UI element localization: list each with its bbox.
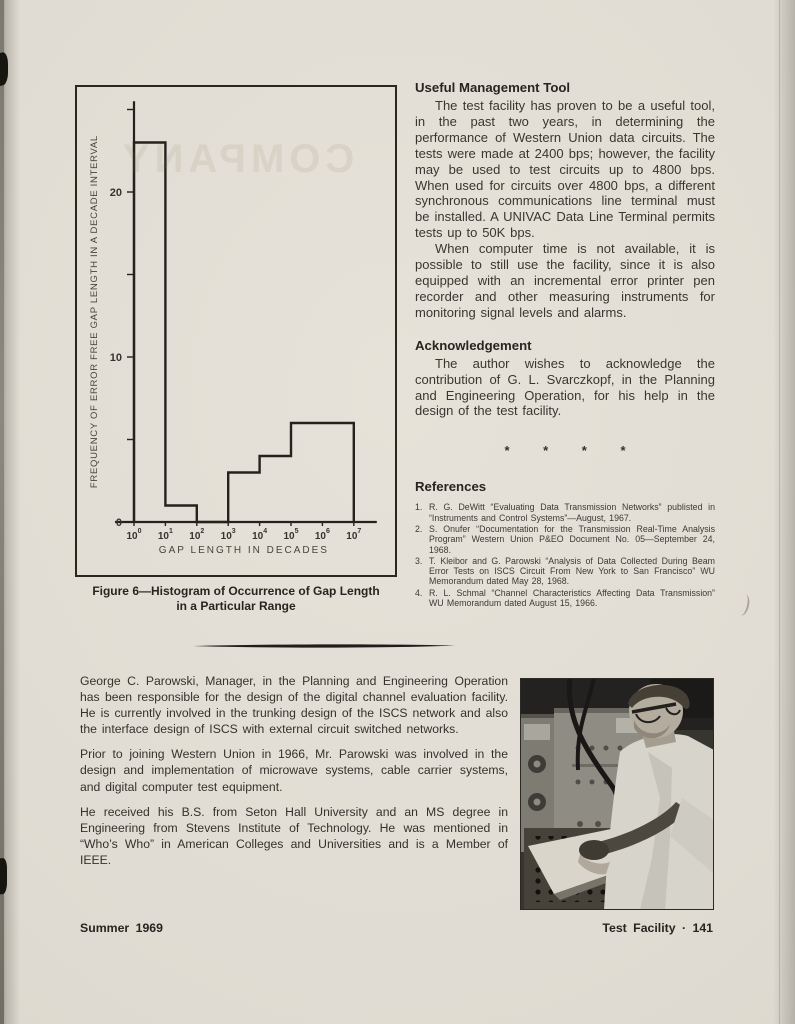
svg-text:0: 0 <box>115 517 122 529</box>
reference-item <box>415 556 715 587</box>
article-paragraph: When computer time is not available, it is possible to still use the facility, since it is also equipped with an incremental error printer pen recorder and other measuring instruments for monitoring signal levels and alarms. <box>415 241 715 320</box>
svg-text:GAP LENGTH IN DECADES: GAP LENGTH IN DECADES <box>158 545 329 556</box>
reference-text: T. Kleibor and G. Parowski “Analysis of Data Collected During Beam Error Tests on ISCS Circuit From New York to San Francisco” WU Memorandum dated May 28, 1968. <box>429 555 715 587</box>
figure-caption <box>75 584 397 613</box>
reference-number: 3. <box>415 555 423 566</box>
asterisk-separator: * * * * <box>504 443 626 459</box>
bio-paragraph: He received his B.S. from Seton Hall University and an MS degree in Engineering from Stevens Institute of Technology. He was mentioned in “Who’s Who” in American Colleges and Universities and is a Member of IEEE. <box>80 804 508 867</box>
reference-item <box>415 502 715 523</box>
reference-number: 2. <box>415 523 423 534</box>
bio-paragraph: Prior to joining Western Union in 1966, Mr. Parowski was involved in the design and implementation of microwave systems, cable carrier systems, and digital computer test equipment. <box>80 747 508 794</box>
svg-text:101: $10^1$ <box>157 528 173 542</box>
scan-artifact-mark <box>0 858 7 895</box>
scan-speck <box>735 593 752 617</box>
swelled-rule <box>193 643 455 649</box>
references-list <box>415 502 715 608</box>
reference-number: 4. <box>415 587 423 598</box>
section-divider-rule <box>193 636 455 642</box>
bio-paragraph: George C. Parowski, Manager, in the Planning and Engineering Operation has been responsible for the design of the digital channel evaluation facility. He is currently involved in the trunking design of the ISCS network and also the interface design of ISCS with external circuit switched networks. <box>80 674 508 737</box>
reference-item <box>415 588 715 609</box>
svg-text:102: $10^2$ <box>189 528 205 542</box>
figure-caption-line1: Figure 6—Histogram of Occurrence of Gap Length <box>92 584 380 598</box>
svg-text:107: $10^7$ <box>346 528 362 542</box>
chart-frame <box>75 85 397 577</box>
gap-length-histogram-chart <box>77 87 395 575</box>
page-crease-line <box>779 0 780 1024</box>
svg-text:105: $10^5$ <box>283 528 299 542</box>
svg-text:106: $10^6$ <box>314 528 330 542</box>
footer-article-page-number: Test Facility · 141 <box>602 921 713 935</box>
svg-text:103: $10^3$ <box>220 528 236 542</box>
author-photo <box>520 678 714 910</box>
section-heading-acknowledgement: Acknowledgement <box>415 337 532 353</box>
author-photo-illustration <box>520 678 714 910</box>
article-paragraph: The author wishes to acknowledge the contribution of G. L. Svarczkopf, in the Planning and Engineering Operation, for his help in the design of the test facility. <box>415 355 715 419</box>
page-right-shadow <box>773 0 795 1024</box>
article-column <box>415 80 715 609</box>
svg-text:FREQUENCY OF ERROR FREE GAP LE: FREQUENCY OF ERROR FREE GAP LENGTH IN A DECADE INTERVAL <box>89 135 100 489</box>
svg-text:20: 20 <box>109 187 122 199</box>
ghost-showthrough-text: COMPANY <box>117 137 355 181</box>
reference-text: S. Onufer “Documentation for the Transmission Real-Time Analysis Program” Western Union P&EO Document No. 05—September 24, 1968. <box>429 523 715 555</box>
svg-text:100: $10^0$ <box>126 528 142 542</box>
author-bio <box>80 673 508 877</box>
section-heading-useful-management-tool: Useful Management Tool <box>415 80 571 95</box>
svg-text:10: 10 <box>109 352 122 364</box>
figure-6 <box>75 85 397 613</box>
reference-text: R. G. DeWitt “Evaluating Data Transmission Networks” publisted in “Instruments and Control Systems”—August, 1967. <box>429 502 715 523</box>
reference-number: 1. <box>415 502 423 513</box>
figure-caption-line2: in a Particular Range <box>176 598 296 613</box>
references-heading: References <box>415 479 487 495</box>
article-paragraph: The test facility has proven to be a useful tool, in the past two years, in determining the performance of Western Union data circuits. The tests were made at 2400 bps; however, the facility may be used to test circuits up to 4800 bps. When used for circuits over 4800 bps, a different synchronous communications line terminal must be installed. A UNIVAC Data Line Terminal permits tests up to 50K bps. <box>415 98 715 241</box>
svg-text:104: $10^4$ <box>252 528 268 542</box>
reference-text: R. L. Schmal “Channel Characteristics Affecting Data Transmission” WU Memorandum dated August 15, 1966. <box>429 587 715 608</box>
reference-item <box>415 524 715 555</box>
footer-issue-date: Summer 1969 <box>80 921 163 935</box>
